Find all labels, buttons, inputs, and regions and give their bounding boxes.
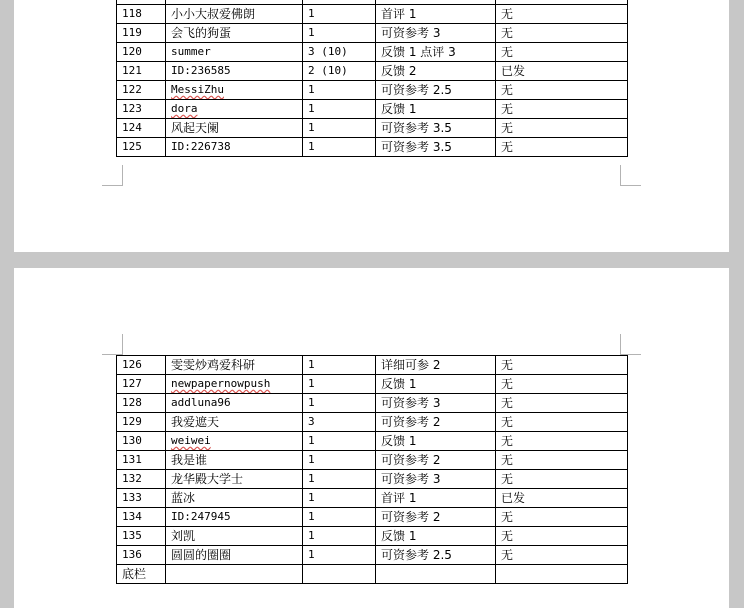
cell-number: 129	[117, 413, 166, 432]
margin-corner-bottom-left	[102, 165, 123, 186]
cell-number: 134	[117, 508, 166, 527]
cell-number: 121	[117, 62, 166, 81]
cell-empty	[376, 565, 496, 584]
cell-number: 125	[117, 138, 166, 157]
cell-count: 1	[303, 356, 376, 375]
cell-status: 无	[496, 81, 628, 100]
cell-name: ID:247945	[166, 508, 303, 527]
cell-count: 1	[303, 375, 376, 394]
cell-note: 可资参考 2.5	[376, 546, 496, 565]
cell-name: 龙华殿大学士	[166, 470, 303, 489]
cell-status: 无	[496, 375, 628, 394]
cell-count: 1	[303, 138, 376, 157]
cell-count: 2 (10)	[303, 62, 376, 81]
cell-number: 123	[117, 100, 166, 119]
cell-status: 无	[496, 24, 628, 43]
cell-number: 124	[117, 119, 166, 138]
cell-name: ID:236585	[166, 62, 303, 81]
cell-note: 可资参考 3.5	[376, 138, 496, 157]
table-row	[117, 62, 628, 81]
cell-number: 119	[117, 24, 166, 43]
table-row	[117, 24, 628, 43]
cell-status: 无	[496, 508, 628, 527]
table-row	[117, 100, 628, 119]
cell-note: 反馈 1	[376, 527, 496, 546]
table-row	[117, 5, 628, 24]
table-row	[117, 508, 628, 527]
cell-number: 118	[117, 5, 166, 24]
cell-name: addluna96	[166, 394, 303, 413]
cell-number: 122	[117, 81, 166, 100]
spellcheck-text: newpapernowpush	[171, 377, 271, 390]
cell-status: 无	[496, 100, 628, 119]
cell-note: 首评 1	[376, 5, 496, 24]
cell-name	[166, 81, 303, 100]
cell-note: 可资参考 3.5	[376, 119, 496, 138]
cell-name: 圆圆的圈圈	[166, 546, 303, 565]
cell-count: 3	[303, 413, 376, 432]
spellcheck-text: MessiZhu	[171, 83, 224, 96]
cell-name: 雯雯炒鸡爱科研	[166, 356, 303, 375]
cell-number: 127	[117, 375, 166, 394]
table-footer-row	[117, 565, 628, 584]
document-page-2	[14, 268, 729, 608]
cell-note: 反馈 1	[376, 375, 496, 394]
cell-note: 反馈 1 点评 3	[376, 43, 496, 62]
spellcheck-text: dora	[171, 102, 198, 115]
cell-count: 1	[303, 527, 376, 546]
cell-number: 131	[117, 451, 166, 470]
cell-status: 无	[496, 527, 628, 546]
table-row	[117, 394, 628, 413]
cell-count: 1	[303, 489, 376, 508]
cell-count: 1	[303, 81, 376, 100]
cell-note: 可资参考 3	[376, 470, 496, 489]
cell-number: 133	[117, 489, 166, 508]
cell-count: 3 (10)	[303, 43, 376, 62]
cell-count: 1	[303, 432, 376, 451]
cell-number: 126	[117, 356, 166, 375]
cell-name: 蓝冰	[166, 489, 303, 508]
cell-status: 无	[496, 451, 628, 470]
cell-name	[166, 432, 303, 451]
margin-corner-top-left	[102, 334, 123, 355]
cell-note: 可资参考 2	[376, 451, 496, 470]
cell-note: 可资参考 3	[376, 394, 496, 413]
cell-empty	[303, 565, 376, 584]
cell-name: summer	[166, 43, 303, 62]
cell-status: 无	[496, 138, 628, 157]
table-row	[117, 43, 628, 62]
cell-note: 首评 1	[376, 489, 496, 508]
cell-count: 1	[303, 451, 376, 470]
cell-status: 无	[496, 546, 628, 565]
data-table-page-2	[116, 355, 628, 584]
cell-name: 风起天阑	[166, 119, 303, 138]
cell-note: 反馈 1	[376, 432, 496, 451]
cell-number: 135	[117, 527, 166, 546]
cell-count: 1	[303, 546, 376, 565]
document-page-1	[14, 0, 729, 252]
cell-empty	[496, 565, 628, 584]
cell-note: 可资参考 2	[376, 413, 496, 432]
cell-note: 反馈 1	[376, 100, 496, 119]
cell-status: 无	[496, 432, 628, 451]
cell-count: 1	[303, 100, 376, 119]
cell-status: 无	[496, 43, 628, 62]
margin-corner-bottom-right	[620, 165, 641, 186]
cell-status: 无	[496, 5, 628, 24]
cell-count: 1	[303, 5, 376, 24]
cell-note: 可资参考 3	[376, 24, 496, 43]
cell-number: 132	[117, 470, 166, 489]
table-row	[117, 375, 628, 394]
table-row	[117, 119, 628, 138]
table-row	[117, 138, 628, 157]
cell-note: 详细可参 2	[376, 356, 496, 375]
cell-count: 1	[303, 24, 376, 43]
table-row	[117, 432, 628, 451]
cell-name: 我是谁	[166, 451, 303, 470]
cell-note: 可资参考 2.5	[376, 81, 496, 100]
cell-empty	[166, 565, 303, 584]
table-row	[117, 470, 628, 489]
cell-name: 我爱遮天	[166, 413, 303, 432]
cell-name: 刘凯	[166, 527, 303, 546]
margin-corner-top-right	[620, 334, 641, 355]
cell-status: 无	[496, 119, 628, 138]
cell-name	[166, 375, 303, 394]
cell-status: 无	[496, 356, 628, 375]
cell-number: 130	[117, 432, 166, 451]
cell-footer-label: 底栏	[117, 565, 166, 584]
cell-status: 已发	[496, 489, 628, 508]
cell-count: 1	[303, 508, 376, 527]
spellcheck-text: weiwei	[171, 434, 211, 447]
cell-status: 无	[496, 470, 628, 489]
table-row	[117, 527, 628, 546]
table-row	[117, 413, 628, 432]
cell-note: 可资参考 2	[376, 508, 496, 527]
cell-count: 1	[303, 119, 376, 138]
data-table-page-1	[116, 0, 628, 157]
table-row	[117, 451, 628, 470]
cell-status: 已发	[496, 62, 628, 81]
cell-note: 反馈 2	[376, 62, 496, 81]
cell-number: 120	[117, 43, 166, 62]
cell-count: 1	[303, 470, 376, 489]
cell-name	[166, 100, 303, 119]
cell-count: 1	[303, 394, 376, 413]
table-row	[117, 546, 628, 565]
cell-name: 小小大叔爱佛朗	[166, 5, 303, 24]
cell-status: 无	[496, 394, 628, 413]
table-row	[117, 489, 628, 508]
cell-number: 136	[117, 546, 166, 565]
table-row	[117, 81, 628, 100]
cell-name: ID:226738	[166, 138, 303, 157]
table-row	[117, 356, 628, 375]
cell-status: 无	[496, 413, 628, 432]
cell-number: 128	[117, 394, 166, 413]
cell-name: 会飞的狗蛋	[166, 24, 303, 43]
